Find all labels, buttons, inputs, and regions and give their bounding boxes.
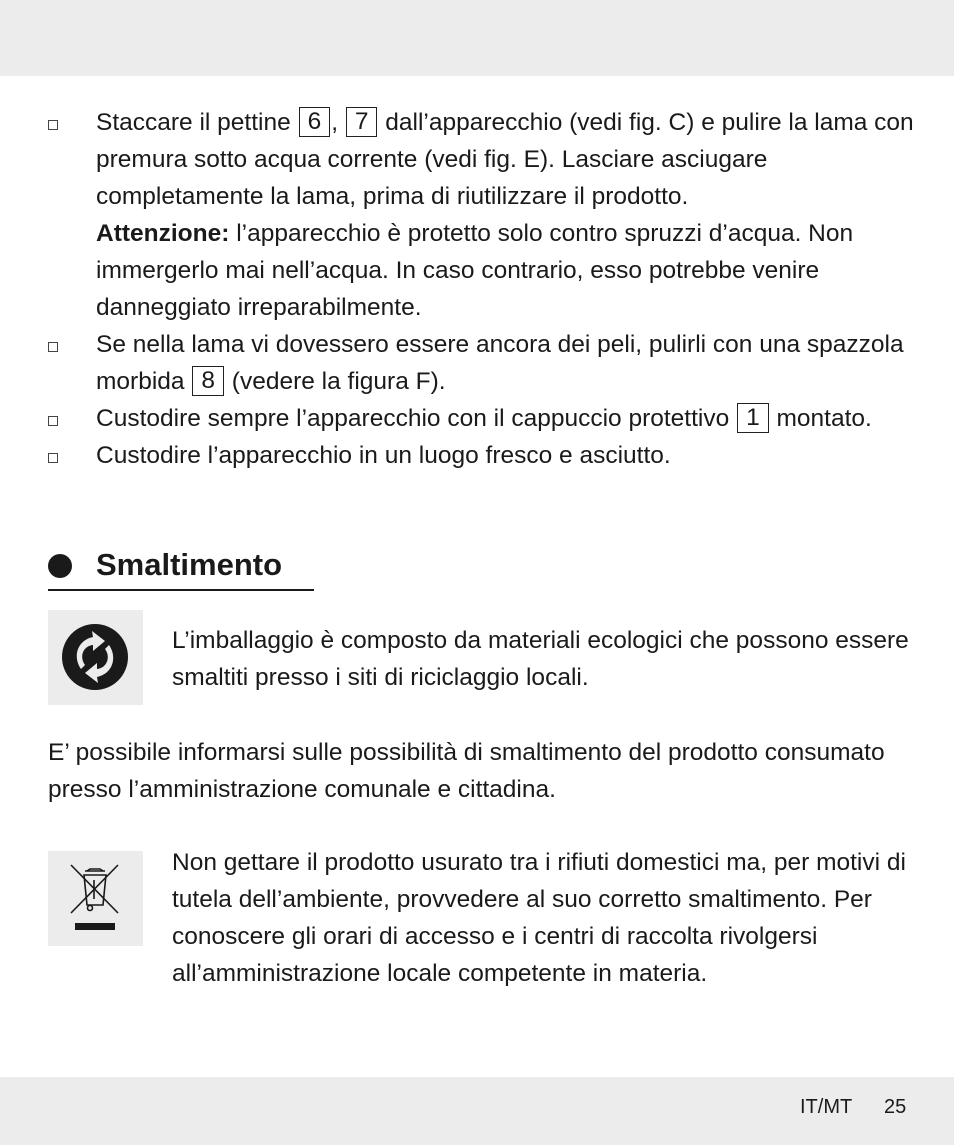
list-item (48, 437, 918, 474)
list-item (48, 400, 918, 437)
language-code: IT/MT (800, 1096, 853, 1118)
packaging-text: L’imballaggio è composto da materiali ecologici che possono essere smaltiti presso i siti di riciclaggio locali. (172, 627, 909, 691)
checkbox-bullet-icon (48, 342, 58, 352)
checkbox-bullet-icon (48, 120, 58, 130)
warning-text: l’apparecchio è protetto solo contro spruzzi d’acqua. Non immergerlo mai nell’acqua. In caso contrario, esso potrebbe venire danneggiato irreparabilmente. (96, 220, 854, 321)
warning-label: Attenzione: (96, 220, 230, 247)
page-number: 25 (884, 1096, 907, 1118)
green-dot-recycling-icon (48, 610, 143, 705)
part-reference: 1 (737, 403, 769, 433)
list-item (48, 326, 918, 400)
list-item (48, 104, 918, 326)
item-text: Staccare il pettine (96, 109, 291, 136)
section-heading (48, 543, 314, 591)
section-title: Smaltimento (96, 547, 283, 582)
header-band (0, 0, 954, 76)
checkbox-bullet-icon (48, 416, 58, 426)
weee-disposal-text: Non gettare il prodotto usurato tra i rifiuti domestici ma, per motivi di tutela dell’ambiente, provvedere al suo corretto smaltimento. Per conoscere gli orari di accesso e i centri di raccolta rivolgersi all’amministrazione locale competente in materia. (172, 849, 906, 987)
item-text: Custodire sempre l’apparecchio con il cappuccio protettivo (96, 405, 730, 432)
part-reference: 8 (192, 366, 224, 396)
separator: , (331, 109, 339, 136)
disposal-info-text: E’ possibile informarsi sulle possibilità di smaltimento del prodotto consumato presso l’amministrazione comunale e cittadina. (48, 739, 885, 803)
item-text: Custodire l’apparecchio in un luogo fresco e asciutto. (96, 442, 671, 469)
item-text: (vedere la figura F). (231, 368, 446, 395)
crossed-out-wheelie-bin-icon (48, 851, 143, 946)
checkbox-bullet-icon (48, 453, 58, 463)
item-text: Se nella lama vi dovessero essere ancora dei peli, pulirli con una spazzola morbida (96, 331, 904, 395)
part-reference: 7 (346, 107, 378, 137)
part-reference: 6 (299, 107, 331, 137)
item-text: dall’apparecchio (vedi fig. C) e pulire la lama con premura sotto acqua corrente (vedi fig. E). Lasciare asciugare completamente la lama, prima di riutilizzare il prodotto. (96, 109, 914, 210)
item-text: montato. (776, 405, 872, 432)
instructions-list (48, 104, 918, 474)
bullet-dot-icon (48, 554, 72, 578)
